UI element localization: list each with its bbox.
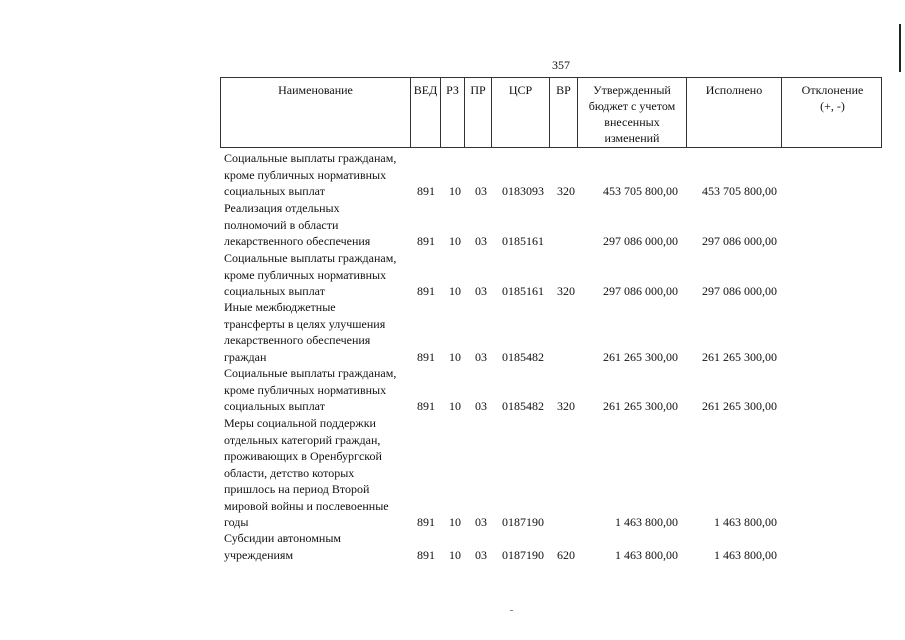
- header-pr: ПР: [465, 78, 492, 147]
- table-row: [0, 200, 905, 249]
- header-deviation-line: (+, -): [820, 99, 845, 113]
- table-row: [0, 530, 905, 563]
- cell-ved: 891: [417, 284, 435, 298]
- header-approved-line: бюджет с учетом: [588, 99, 676, 113]
- cell-ved: 891: [417, 350, 435, 364]
- table-row: [0, 150, 905, 199]
- cell-pr: 03: [475, 184, 487, 198]
- page-number: 357: [552, 58, 570, 72]
- table-header: [220, 77, 882, 148]
- table-row: [0, 415, 905, 530]
- cell-pr: 03: [475, 350, 487, 364]
- cell-pr: 03: [475, 234, 487, 248]
- row-name-line: социальных выплат: [224, 284, 325, 298]
- row-name-line: отдельных категорий граждан,: [224, 432, 381, 447]
- header-name: Наименование: [221, 78, 411, 147]
- header-approved-line: внесенных: [604, 115, 660, 129]
- cell-csr: 0187190: [502, 515, 544, 529]
- cell-rz: 10: [449, 350, 461, 364]
- cell-pr: 03: [475, 515, 487, 529]
- row-name: [224, 530, 409, 563]
- cell-executed: 1 463 800,00: [714, 515, 777, 529]
- cell-ved: 891: [417, 399, 435, 413]
- row-name-line: кроме публичных нормативных: [224, 382, 387, 397]
- cell-rz: 10: [449, 184, 461, 198]
- cell-rz: 10: [449, 515, 461, 529]
- row-name-line: Социальные выплаты гражданам,: [224, 251, 397, 265]
- row-name-line: проживающих в Оренбургской: [224, 449, 382, 463]
- cell-executed: 297 086 000,00: [702, 234, 777, 248]
- scan-speck: [510, 610, 513, 611]
- row-name-line: Субсидии автономным: [224, 531, 341, 545]
- row-name: [224, 365, 409, 415]
- cell-ved: 891: [417, 184, 435, 198]
- cell-vr: 320: [557, 284, 575, 298]
- cell-csr: 0185161: [502, 234, 544, 248]
- cell-approved: 297 086 000,00: [603, 284, 678, 298]
- header-approved-line: Утвержденный: [593, 83, 671, 97]
- row-name-line: полномочий в области: [224, 217, 339, 232]
- cell-ved: 891: [417, 515, 435, 529]
- row-name-line: лекарственного обеспечения: [224, 333, 371, 347]
- cell-vr: 620: [557, 548, 575, 562]
- cell-csr: 0185482: [502, 399, 544, 413]
- row-name: [224, 299, 409, 365]
- cell-approved: 1 463 800,00: [615, 548, 678, 562]
- cell-executed: 261 265 300,00: [702, 399, 777, 413]
- row-name-line: кроме публичных нормативных: [224, 267, 387, 282]
- cell-csr: 0183093: [502, 184, 544, 198]
- row-name-line: Социальные выплаты гражданам,: [224, 366, 397, 380]
- table-row: [0, 299, 905, 365]
- page-edge-mark: [899, 24, 901, 72]
- header-deviation-line: Отклонение: [801, 83, 864, 97]
- cell-approved: 261 265 300,00: [603, 399, 678, 413]
- row-name: [224, 250, 409, 300]
- cell-rz: 10: [449, 399, 461, 413]
- row-name-line: Социальные выплаты гражданам,: [224, 151, 397, 165]
- cell-rz: 10: [449, 284, 461, 298]
- cell-executed: 261 265 300,00: [702, 350, 777, 364]
- cell-approved: 453 705 800,00: [603, 184, 678, 198]
- row-name-line: социальных выплат: [224, 184, 325, 198]
- row-name-line: пришлось на период Второй: [224, 482, 370, 496]
- cell-executed: 453 705 800,00: [702, 184, 777, 198]
- header-approved: [578, 78, 687, 147]
- row-name-line: годы: [224, 515, 249, 529]
- cell-rz: 10: [449, 234, 461, 248]
- row-name-line: Иные межбюджетные: [224, 300, 336, 314]
- cell-vr: 320: [557, 184, 575, 198]
- cell-pr: 03: [475, 399, 487, 413]
- cell-rz: 10: [449, 548, 461, 562]
- table-row: [0, 250, 905, 299]
- cell-csr: 0185161: [502, 284, 544, 298]
- row-name: [224, 200, 409, 250]
- row-name-line: мировой войны и послевоенные: [224, 498, 389, 513]
- row-name: [224, 415, 409, 531]
- cell-pr: 03: [475, 284, 487, 298]
- header-rz: РЗ: [441, 78, 465, 147]
- row-name-line: кроме публичных нормативных: [224, 167, 387, 182]
- header-vr: ВР: [550, 78, 578, 147]
- row-name-line: социальных выплат: [224, 399, 325, 413]
- row-name-line: области, детство которых: [224, 465, 355, 480]
- row-name-line: учреждениям: [224, 547, 294, 562]
- cell-ved: 891: [417, 234, 435, 248]
- cell-vr: 320: [557, 399, 575, 413]
- cell-pr: 03: [475, 548, 487, 562]
- cell-approved: 1 463 800,00: [615, 515, 678, 529]
- row-name-line: трансферты в целях улучшения: [224, 316, 386, 331]
- cell-executed: 297 086 000,00: [702, 284, 777, 298]
- row-name-line: Меры социальной поддержки: [224, 416, 376, 430]
- cell-csr: 0185482: [502, 350, 544, 364]
- header-approved-line: изменений: [604, 131, 660, 145]
- header-deviation: [782, 78, 883, 147]
- cell-csr: 0187190: [502, 548, 544, 562]
- table-row: [0, 365, 905, 414]
- row-name-line: Реализация отдельных: [224, 201, 340, 215]
- cell-ved: 891: [417, 548, 435, 562]
- cell-executed: 1 463 800,00: [714, 548, 777, 562]
- cell-approved: 297 086 000,00: [603, 234, 678, 248]
- header-ved: ВЕД: [411, 78, 441, 147]
- row-name-line: граждан: [224, 349, 267, 364]
- header-executed: Исполнено: [687, 78, 782, 147]
- header-csr: ЦСР: [492, 78, 550, 147]
- row-name: [224, 150, 409, 200]
- cell-approved: 261 265 300,00: [603, 350, 678, 364]
- row-name-line: лекарственного обеспечения: [224, 234, 371, 248]
